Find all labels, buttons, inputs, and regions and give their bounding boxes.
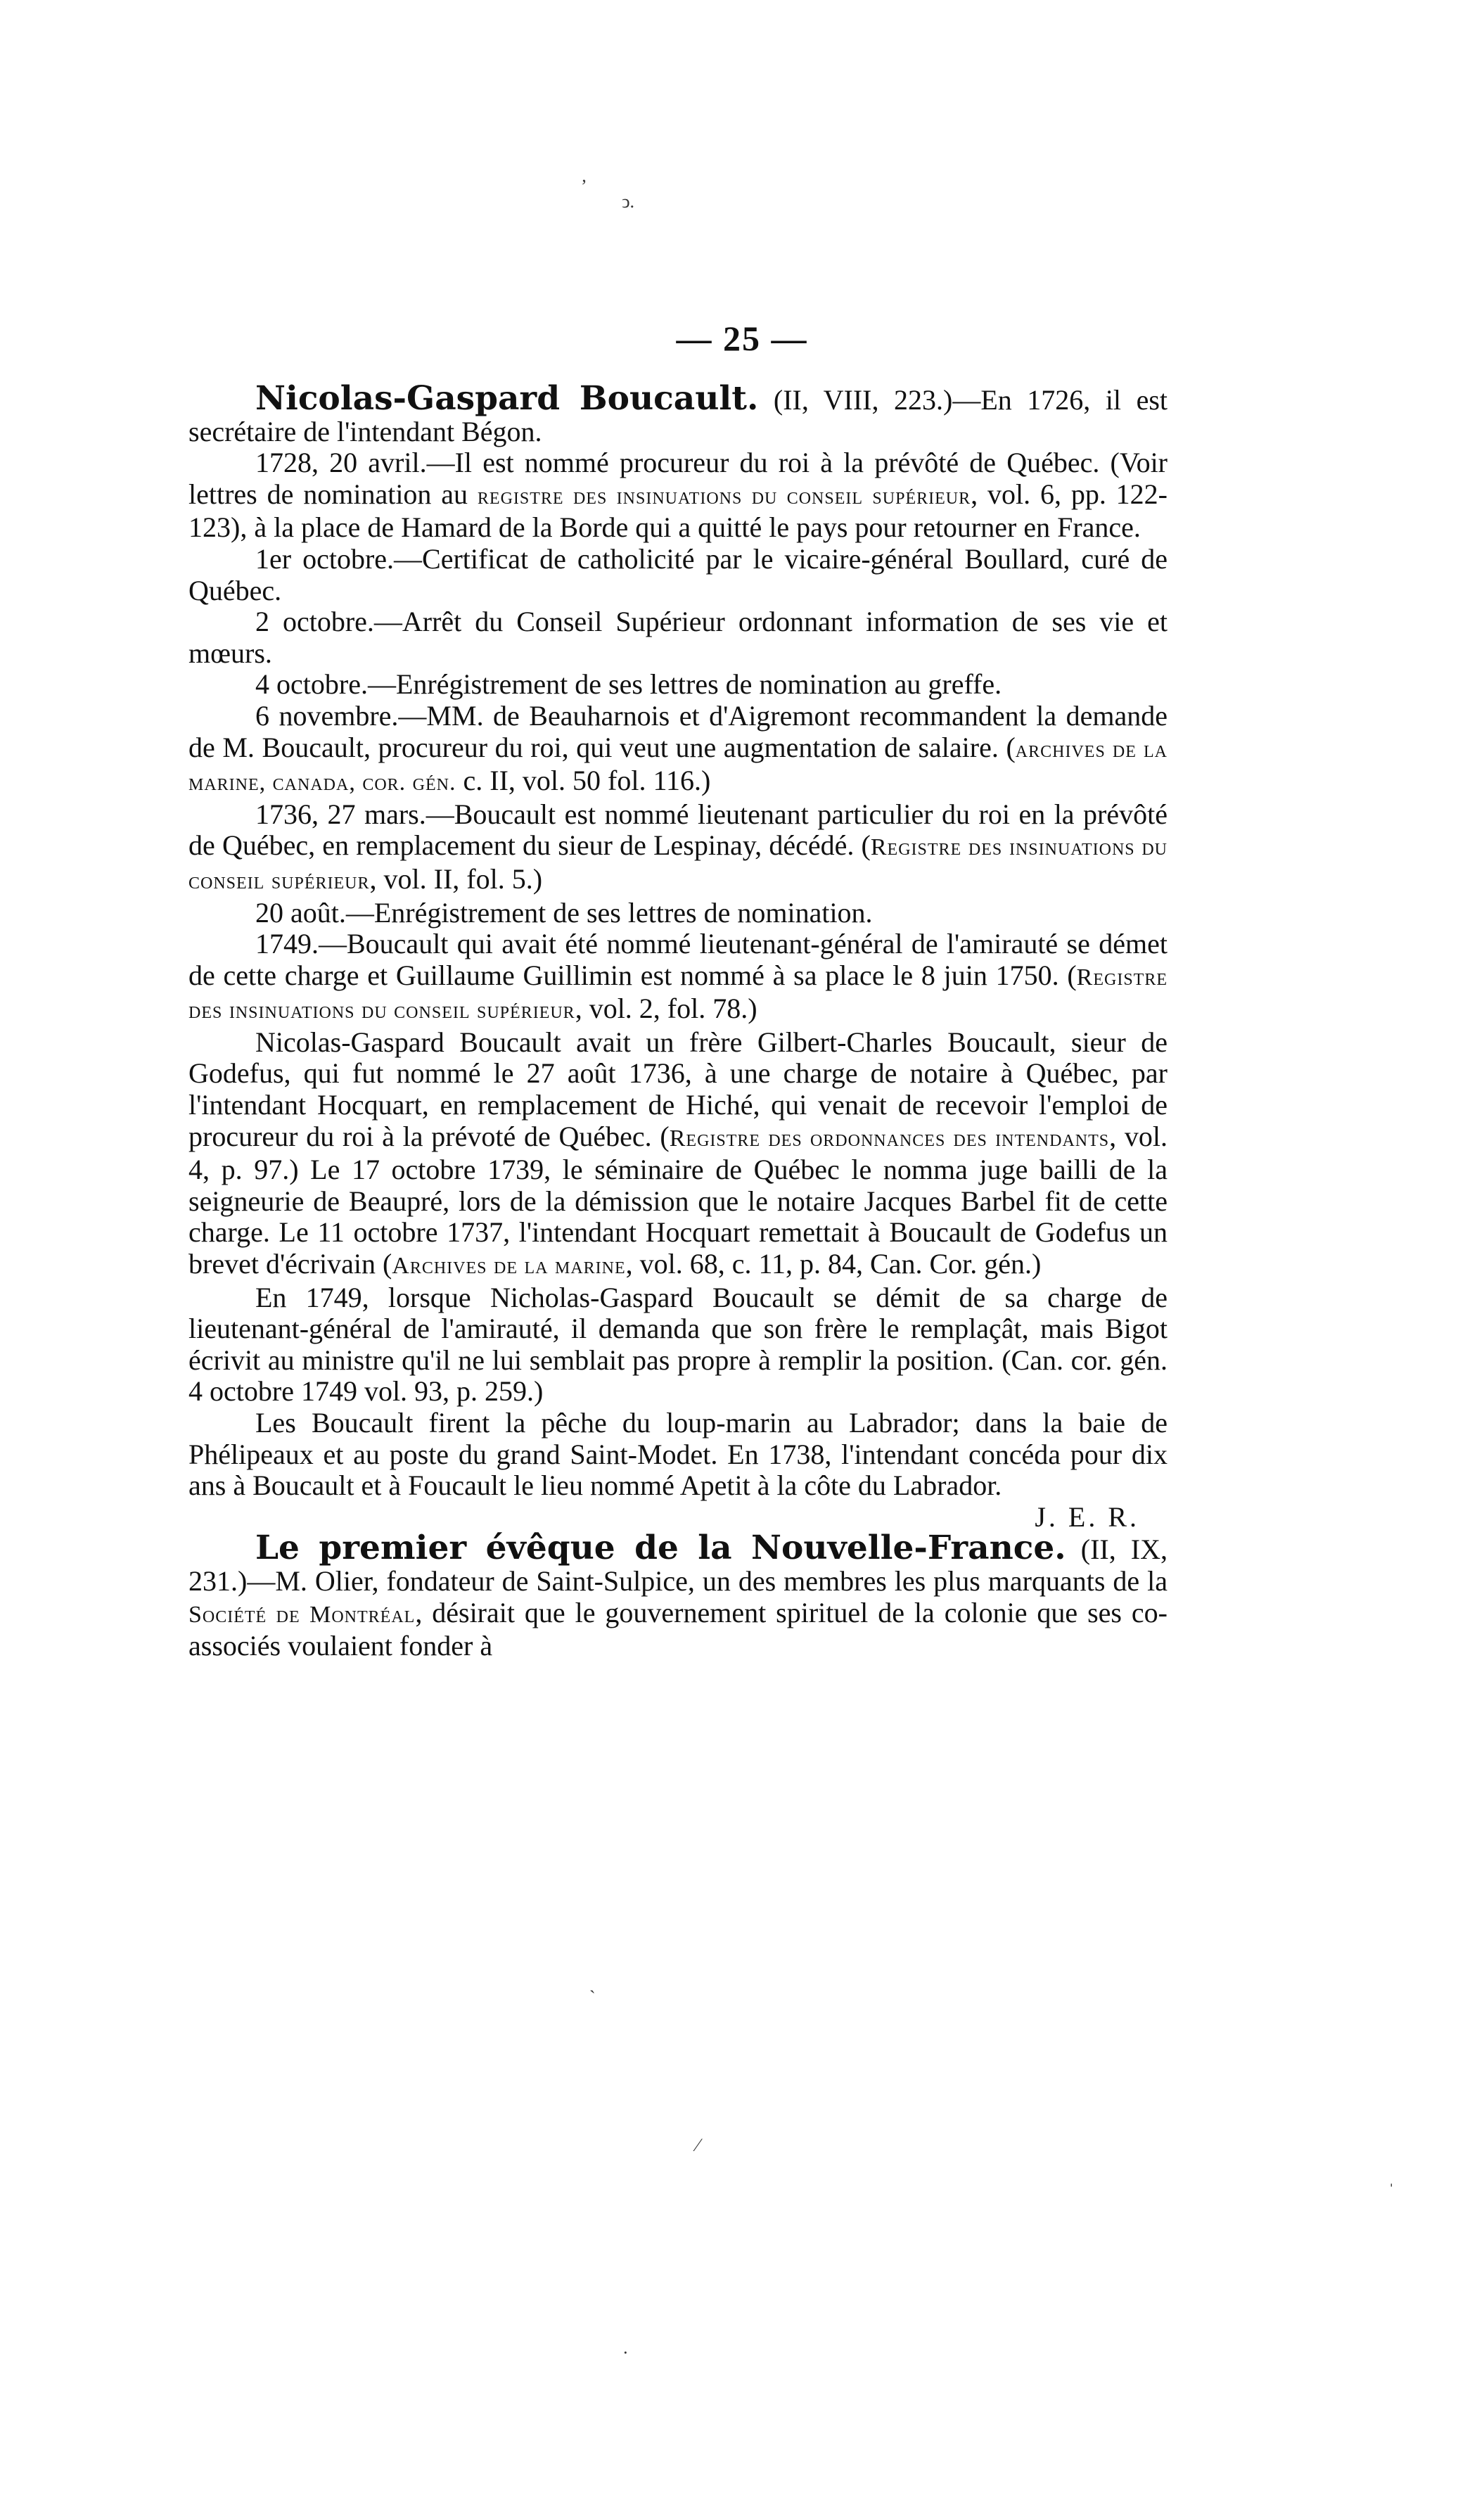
scan-speck: ˏ: [589, 1973, 596, 1994]
paragraph-text: , vol. 68, c. 11, p. 84, Can. Cor. gén.): [625, 1248, 1042, 1280]
paragraph-text: 1749.—Boucault qui avait été nommé lieutenant-général de l'amirauté se démet de cette charge et Guillaume Guillimin est nommé à sa place le 8 juin 1750. (: [188, 928, 1168, 991]
source-citation: Registre des ordonnances des intendants: [669, 1125, 1110, 1152]
paragraph: 2 octobre.—Arrêt du Conseil Supérieur ordonnant information de ses vie et mœurs.: [188, 606, 1168, 669]
paragraph: Les Boucault firent la pêche du loup-marin au Labrador; dans la baie de Phélipeaux et au poste du grand Saint-Modet. En 1738, l'intendant concéda pour dix ans à Boucault et à Foucault le lieu nommé Apetit à la côte du Labrador.: [188, 1407, 1168, 1502]
paragraph: [188, 799, 1168, 898]
entry-premier-eveque: [188, 1529, 1168, 1662]
paragraph-text: , vol. 4, p. 97.) Le 17 octobre 1739, le séminaire de Québec le nomma juge bailli de la seigneurie de Beaupré, lors de la démission que le notaire Jacques Barbel fit de cette charge. Le 11 octobre 1737, l'intendant Hocquart remettait à Boucault de Godefus un brevet d'écrivain (: [188, 1120, 1168, 1280]
entry-heading: Nicolas-Gaspard Boucault.: [255, 379, 759, 418]
entry-reference: (II, IX, 231.)—M. Olier, fondateur de Saint-Sulpice, un des membres les plus marquants de la: [188, 1533, 1168, 1597]
paragraph-text: , vol. 6, pp. 122-123), à la place de Hamard de la Borde qui a quitté le pays pour retourner en France.: [188, 478, 1168, 544]
entry-boucault-intro: [188, 379, 1168, 447]
entry-heading: Le premier évêque de la Nouvelle-France.: [255, 1529, 1066, 1568]
author-signature: J. E. R.: [1035, 1500, 1139, 1533]
scan-speck: ↄ.: [622, 191, 635, 212]
paragraph-text: 1736, 27 mars.—Boucault est nommé lieutenant particulier du roi en la prévôté de Québec, en remplacement du sieur de Lespinay, décédé. (: [188, 798, 1168, 862]
scan-speck: ·: [622, 2342, 629, 2363]
paragraph: 1er octobre.—Certificat de catholicité par le vicaire-général Boullard, curé de Québec.: [188, 542, 1168, 606]
scan-speck: ⁄: [696, 2135, 700, 2155]
paragraph: 20 août.—Enrégistrement de ses lettres de nomination.: [255, 896, 873, 929]
source-citation: archives de la marine, canada, cor. gén.: [188, 736, 1168, 796]
paragraph: [188, 701, 1168, 799]
paragraph: En 1749, lorsque Nicholas-Gaspard Boucault se démit de sa charge de lieutenant-général de l'amirauté, il demanda que son frère le remplaçât, mais Bigot écrivit au ministre qu'il ne lui semblait pas propre à remplir la position. (Can. cor. gén. 4 octobre 1749 vol. 93, p. 259.): [188, 1281, 1168, 1408]
article-body: [188, 379, 1168, 1662]
source-citation: Société de Montréal: [188, 1601, 416, 1628]
paragraph-text: 6 novembre.—MM. de Beauharnois et d'Aigremont recommandent la demande de M. Boucault, procureur du roi, qui veut une augmentation de salaire. (: [188, 699, 1168, 763]
paragraph: [188, 1027, 1168, 1282]
page-number: — 25 —: [676, 319, 808, 358]
entry-reference: (II, VIII, 223.)—En 1726, il est secrétaire de l'intendant Bégon.: [188, 384, 1168, 447]
paragraph-text: , vol. 2, fol. 78.): [575, 993, 757, 1025]
paragraph-text: Nicolas-Gaspard Boucault avait un frère Gilbert-Charles Boucault, sieur de Godefus, qui fut nommé le 27 août 1736, à une charge de notaire à Québec, par l'intendant Hocquart, en remplacement de Hiché, qui venait de recevoir l'emploi de procureur du roi à la prévoté de Québec. (: [188, 1026, 1168, 1152]
paragraph-text: 1728, 20 avril.—Il est nommé procureur du roi à la prévôté de Québec. (Voir lettres de nomination au: [188, 447, 1168, 510]
source-citation: registre des insinuations du conseil supérieur: [477, 483, 971, 509]
scan-speck: ˌ: [1388, 2167, 1395, 2187]
paragraph-text: , vol. II, fol. 5.): [369, 862, 543, 895]
source-citation: Registre des insinuations du conseil supérieur: [188, 964, 1168, 1024]
paragraph: [188, 929, 1168, 1027]
source-citation: Archives de la marine: [392, 1253, 626, 1280]
paragraph-text: c. II, vol. 50 fol. 116.): [456, 765, 711, 797]
paragraph-text: , désirait que le gouvernement spirituel de la colonie que ses co-associés voulaient fonder à: [188, 1596, 1168, 1662]
paragraph: [188, 447, 1168, 544]
source-citation: Registre des insinuations du conseil supérieur: [188, 834, 1168, 894]
paragraph: 4 octobre.—Enrégistrement de ses lettres de nomination au greffe.: [255, 668, 1002, 701]
scan-speck: ʼ: [581, 176, 587, 196]
